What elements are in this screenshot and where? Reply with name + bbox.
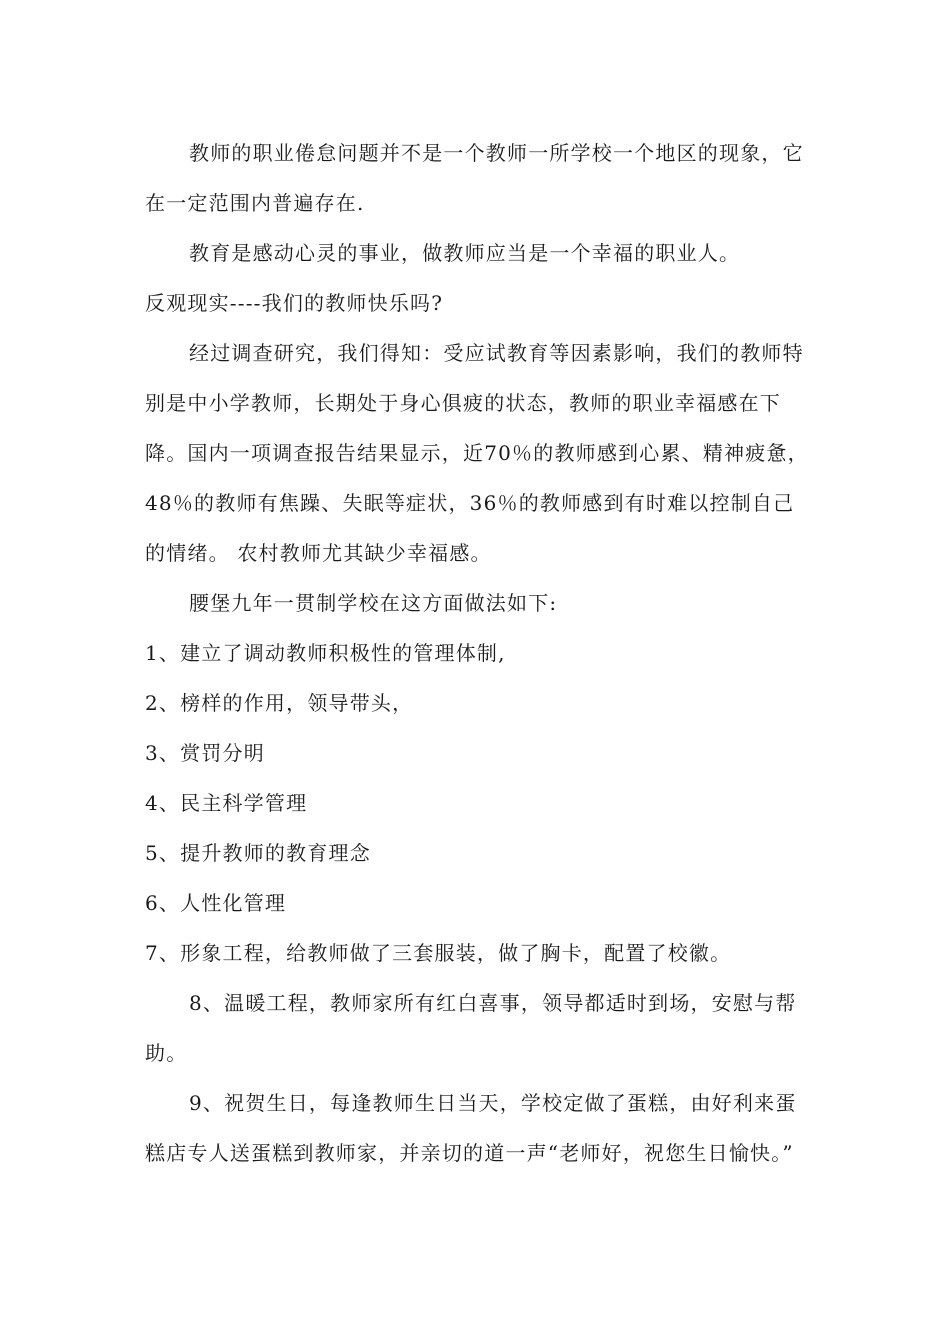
paragraph-burnout-issue: 教师的职业倦怠问题并不是一个教师一所学校一个地区的现象，它在一定范围内普遍存在. [145,141,804,215]
list-item-measure-6: 6、人性化管理 [145,891,287,915]
list-item-measure-8: 8、温暖工程，教师家所有红白喜事，领导都适时到场，安慰与帮助。 [145,991,797,1065]
list-item-measure-4: 4、民主科学管理 [145,791,308,815]
paragraph-survey-results: 经过调查研究，我们得知：受应试教育等因素影响，我们的教师特别是中小学教师，长期处于身心俱疲的状态，教师的职业幸福感在下降。国内一项调查报告结果显示，近70％的教师感到心累、精神疲惫，48％的教师有焦躁、失眠等症状，36％的教师感到有时难以控制自己的情绪。 农村教师尤其缺少幸福感。 [145,341,809,565]
list-item-measure-1: 1、建立了调动教师积极性的管理体制, [145,641,506,665]
paragraph-school-intro: 腰堡九年一贯制学校在这方面做法如下: [189,591,558,615]
paragraph-education-happiness: 教育是感动心灵的事业，做教师应当是一个幸福的职业人。 [189,241,741,265]
document-body [145,128,811,1178]
list-item-measure-5: 5、提升教师的教育理念 [145,841,371,865]
list-item-measure-9: 9、祝贺生日，每逢教师生日当天，学校定做了蛋糕，由好利来蛋糕店专人送蛋糕到教师家，并亲切的道一声“老师好，祝您生日愉快。” [145,1091,797,1165]
list-item-measure-3: 3、赏罚分明 [145,741,265,765]
list-item-measure-2: 2、榜样的作用，领导带头， [145,691,414,715]
paragraph-reality-question: 反观现实----我们的教师快乐吗? [145,291,444,315]
list-item-measure-7: 7、形象工程，给教师做了三套服装，做了胸卡，配置了校徽。 [145,941,732,965]
